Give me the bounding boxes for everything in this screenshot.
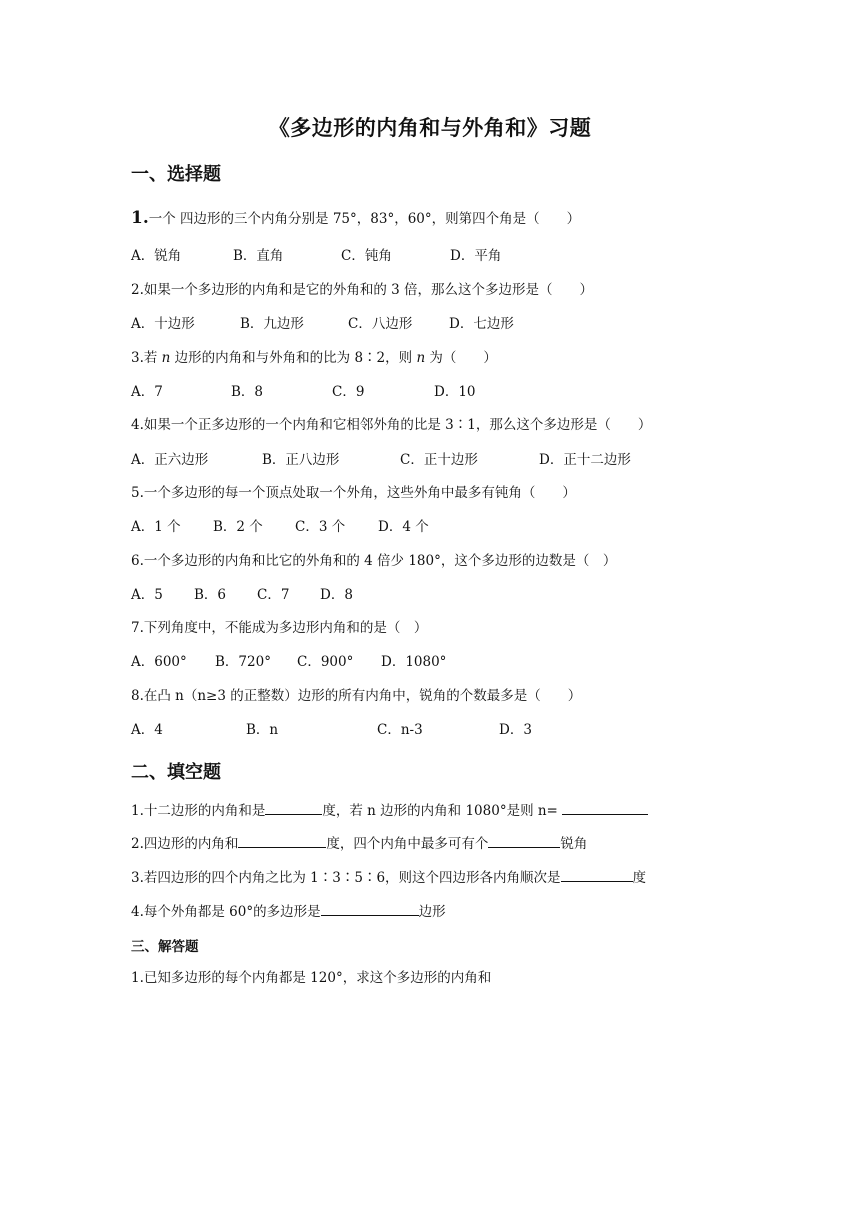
question-text: 一个 四边形的三个内角分别是 75°，83°，60°，则第四个角是（ ）: [148, 211, 581, 227]
option-b: B．正八边形: [262, 452, 340, 468]
question-text: 为（ ）: [425, 350, 497, 366]
question-text: 2.四边形的内角和: [131, 836, 239, 852]
option-d: D．1080°: [381, 654, 447, 670]
question-text: 3.若: [131, 350, 162, 366]
section-heading-answer: 三、解答题: [131, 939, 199, 955]
option-b: B．6: [194, 587, 227, 603]
option-c: C．900°: [297, 654, 354, 670]
option-b: B．2 个: [213, 519, 263, 535]
option-a: A．锐角: [131, 248, 182, 264]
option-d: D．正十二边形: [539, 452, 631, 468]
option-a: A．600°: [131, 654, 187, 670]
question-3: [131, 348, 497, 368]
option-c: C．n-3: [377, 722, 423, 738]
option-b: B．n: [246, 722, 279, 738]
fill-question-4: [131, 901, 446, 922]
answer-blank[interactable]: [238, 833, 326, 848]
option-c: C．正十边形: [400, 452, 478, 468]
option-d: D．七边形: [449, 316, 514, 332]
option-c: C．7: [257, 587, 290, 603]
question-text: 边形的内角和与外角和的比为 8∶2，则: [170, 350, 417, 366]
section-heading-choice: 一、选择题: [131, 164, 221, 185]
answer-blank[interactable]: [265, 800, 322, 815]
option-d: D．平角: [450, 248, 502, 264]
question-number: 1.: [131, 208, 149, 228]
variable-n: n: [416, 350, 426, 366]
question-text: 度，四个内角中最多可有个: [326, 836, 489, 852]
option-a: A．5: [131, 587, 163, 603]
fill-question-2: [131, 833, 587, 854]
option-a: A．4: [131, 722, 163, 738]
fill-question-3: [131, 867, 646, 888]
option-c: C．3 个: [295, 519, 346, 535]
question-1: [131, 208, 580, 229]
option-b: B．8: [231, 384, 264, 400]
question-text: 4.每个外角都是 60°的多边形是: [131, 904, 321, 920]
question-7: 7.下列角度中，不能成为多边形内角和的是（ ）: [131, 620, 428, 636]
option-a: A．正六边形: [131, 452, 209, 468]
option-c: C．9: [332, 384, 365, 400]
question-2: 2.如果一个多边形的内角和是它的外角和的 3 倍，那么这个多边形是（ ）: [131, 282, 594, 298]
variable-n: n: [161, 350, 171, 366]
answer-blank[interactable]: [488, 833, 560, 848]
question-text: 锐角: [560, 836, 588, 852]
question-text: 1.十二边形的内角和是: [131, 803, 266, 819]
answer-blank[interactable]: [561, 867, 633, 882]
option-b: B．720°: [215, 654, 271, 670]
option-d: D．4 个: [378, 519, 429, 535]
question-text: 度: [632, 870, 647, 886]
document-title: 《多边形的内角和与外角和》习题: [268, 116, 592, 140]
option-a: A．7: [131, 384, 163, 400]
question-text: 度，若 n 边形的内角和 1080°是则 n=: [322, 803, 563, 819]
question-4: 4.如果一个正多边形的一个内角和它相邻外角的比是 3∶1，那么这个多边形是（ ）: [131, 417, 652, 433]
option-b: B．九边形: [240, 316, 304, 332]
option-d: D．8: [320, 587, 353, 603]
fill-question-1: [131, 800, 648, 821]
option-d: D．10: [434, 384, 476, 400]
answer-blank[interactable]: [562, 800, 648, 815]
option-b: B．直角: [233, 248, 284, 264]
option-c: C．八边形: [348, 316, 413, 332]
question-text: 边形: [418, 904, 446, 920]
answer-question-1: 1.已知多边形的每个内角都是 120°，求这个多边形的内角和: [131, 970, 492, 986]
option-c: C．钝角: [341, 248, 392, 264]
question-8: 8.在凸 n（n≥3 的正整数）边形的所有内角中，锐角的个数最多是（ ）: [131, 688, 582, 704]
question-6: 6.一个多边形的内角和比它的外角和的 4 倍少 180°，这个多边形的边数是（ ）: [131, 553, 617, 569]
option-a: A．1 个: [131, 519, 181, 535]
answer-blank[interactable]: [321, 901, 419, 916]
question-text: 3.若四边形的四个内角之比为 1∶3∶5∶6，则这个四边形各内角顺次是: [131, 870, 561, 886]
section-heading-fill: 二、填空题: [131, 762, 221, 783]
option-a: A．十边形: [131, 316, 195, 332]
option-d: D．3: [499, 722, 532, 738]
question-5: 5.一个多边形的每一个顶点处取一个外角，这些外角中最多有钝角（ ）: [131, 485, 576, 501]
